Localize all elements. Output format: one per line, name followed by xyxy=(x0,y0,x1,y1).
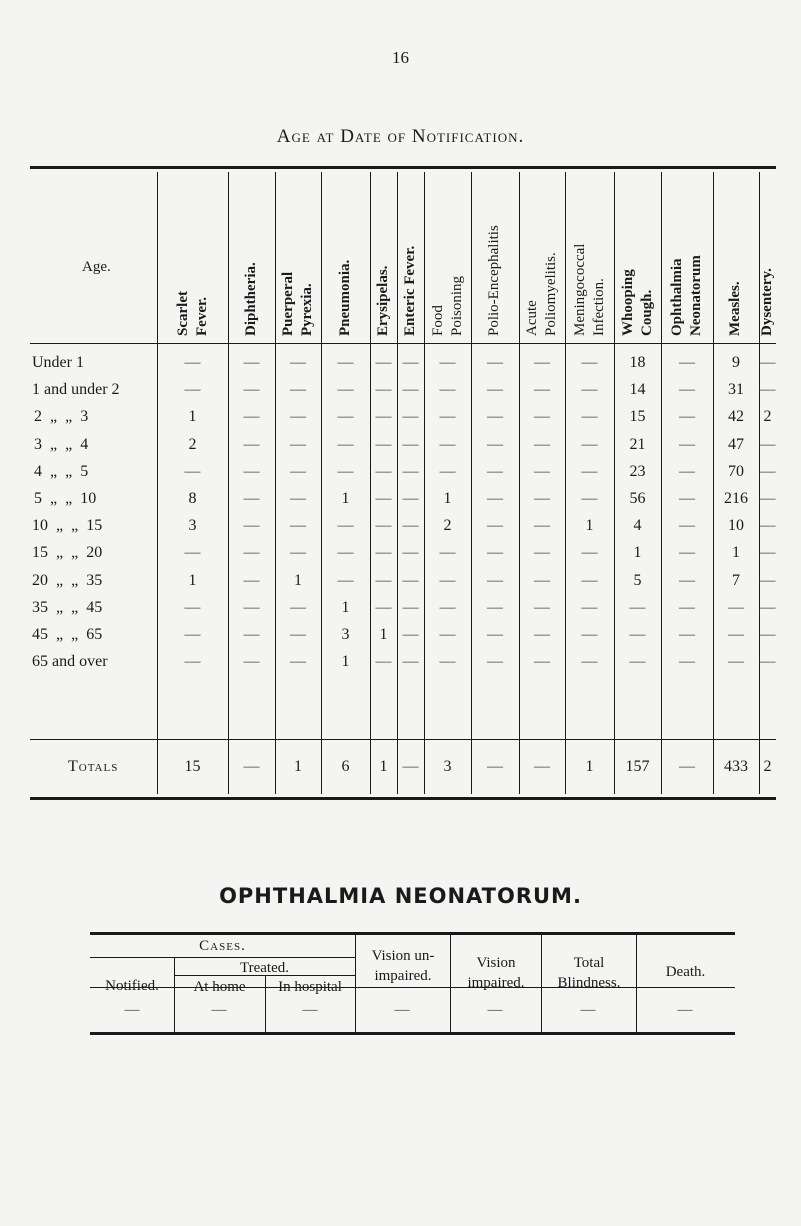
table-cell: — xyxy=(679,653,695,671)
column-line xyxy=(424,172,425,794)
table-cell: 2 xyxy=(443,517,452,535)
age-label: 5 „ „ 10 xyxy=(34,490,97,507)
table-cell: 1 xyxy=(188,408,197,426)
column-header: Erysipelas. xyxy=(374,265,391,336)
section-title: Age at Date of Notification. xyxy=(276,126,525,147)
table-cell: — xyxy=(759,462,776,480)
table-cell: — xyxy=(290,435,306,453)
column-header: Whooping Cough. xyxy=(619,269,655,336)
table-cell: — xyxy=(402,571,419,589)
column-header: Puerperal Pyrexia. xyxy=(280,271,315,336)
table-cell: 1 xyxy=(341,490,350,507)
table-cell: — xyxy=(581,435,598,453)
table-cell: — xyxy=(534,462,550,480)
table-cell: — xyxy=(337,354,354,371)
table-cell: — xyxy=(402,435,419,453)
totals-cell: 1 xyxy=(379,758,388,775)
totals-cell: 1 xyxy=(294,758,302,775)
table-cell: — xyxy=(243,408,260,426)
table-cell: 10 xyxy=(728,517,744,535)
table-cell: — xyxy=(679,490,695,507)
table-cell: 1 xyxy=(633,544,642,562)
totals-top-rule xyxy=(30,739,776,740)
column-header: Pneumonia. xyxy=(336,259,353,336)
table-cell: — xyxy=(375,462,392,480)
oph-cell: — xyxy=(302,1002,318,1018)
table-cell: — xyxy=(375,653,392,671)
column-line xyxy=(661,172,662,794)
table-cell: — xyxy=(243,354,260,371)
table-cell: — xyxy=(290,354,306,371)
table-cell: — xyxy=(487,626,503,643)
table-cell: — xyxy=(581,626,598,643)
table-cell: — xyxy=(375,435,392,453)
table-cell: — xyxy=(290,517,306,535)
table-cell: — xyxy=(402,653,419,671)
table-cell: 70 xyxy=(728,462,744,480)
oph-death-header: Death. xyxy=(665,964,706,980)
column-line xyxy=(275,172,276,794)
table-cell: — xyxy=(375,408,392,426)
table-cell: — xyxy=(184,626,201,643)
table-cell: — xyxy=(679,517,695,535)
table-cell: — xyxy=(534,354,550,371)
oph-cell: — xyxy=(487,1002,503,1018)
age-label: 15 „ „ 20 xyxy=(32,544,103,562)
table-cell: — xyxy=(629,626,646,643)
table-cell: — xyxy=(184,381,201,399)
table-cell: — xyxy=(534,626,550,643)
table-cell: — xyxy=(487,653,503,671)
column-header: Ophthalmia Neonatorum xyxy=(669,255,704,336)
table-cell: — xyxy=(629,598,646,616)
table-cell: — xyxy=(534,517,550,535)
table-cell: — xyxy=(243,462,260,480)
oph-cases-header: Cases. xyxy=(199,938,246,954)
oph-vline-5 xyxy=(541,935,542,1035)
table-cell: — xyxy=(487,490,503,507)
table-cell: — xyxy=(439,462,456,480)
oph-cell: — xyxy=(124,1002,140,1018)
table-cell: — xyxy=(679,381,695,399)
table-cell: 3 xyxy=(341,626,350,643)
table-cell: — xyxy=(759,490,776,507)
table-cell: 7 xyxy=(732,571,740,589)
table-top-rule xyxy=(30,166,776,169)
table-cell: — xyxy=(581,381,598,399)
column-line xyxy=(565,172,566,794)
oph-in-hospital-header: In hospital xyxy=(278,979,342,995)
table-cell: — xyxy=(337,381,354,399)
column-line xyxy=(397,172,398,794)
table-cell: — xyxy=(759,653,776,671)
table-cell: — xyxy=(439,598,456,616)
table-cell: — xyxy=(487,435,503,453)
table-cell: 15 xyxy=(629,408,646,426)
table-cell: — xyxy=(487,408,503,426)
table-cell: — xyxy=(184,653,201,671)
totals-cell: 3 xyxy=(443,758,452,775)
table-cell: — xyxy=(759,435,776,453)
table-cell: — xyxy=(759,517,776,535)
table-cell: 4 xyxy=(633,517,642,535)
table-cell: — xyxy=(487,517,503,535)
table-cell: 1 xyxy=(294,571,302,589)
oph-cell: — xyxy=(394,1002,410,1018)
table-cell: 8 xyxy=(188,490,197,507)
oph-cell: — xyxy=(580,1002,596,1018)
totals-label: Totals xyxy=(68,758,119,775)
table-cell: — xyxy=(375,381,392,399)
table-cell: 23 xyxy=(629,462,646,480)
table-cell: — xyxy=(439,571,456,589)
table-cell: — xyxy=(402,354,419,371)
column-line xyxy=(519,172,520,794)
table-cell: — xyxy=(581,462,598,480)
table-cell: — xyxy=(759,381,776,399)
table-cell: — xyxy=(679,435,695,453)
column-line xyxy=(321,172,322,794)
table-cell: — xyxy=(534,490,550,507)
table-cell: — xyxy=(402,490,419,507)
totals-cell: — xyxy=(243,758,260,775)
oph-treated-header: Treated. xyxy=(239,960,290,976)
oph-vision-impaired-header: Vision impaired. xyxy=(467,955,525,991)
table-cell: — xyxy=(290,462,306,480)
table-cell: — xyxy=(243,490,260,507)
totals-cell: 6 xyxy=(341,758,350,775)
table-cell: — xyxy=(487,598,503,616)
ophthalmia-title: OPHTHALMIA NEONATORUM. xyxy=(219,884,582,908)
totals-cell: — xyxy=(534,758,550,775)
oph-vline-6 xyxy=(636,935,637,1035)
totals-cell: 433 xyxy=(724,758,748,775)
totals-cell: — xyxy=(402,758,419,775)
table-cell: — xyxy=(184,598,201,616)
column-header: Scarlet Fever. xyxy=(174,291,210,336)
oph-notified-header: Notified. xyxy=(105,978,159,994)
table-cell: — xyxy=(439,408,456,426)
oph-top-rule xyxy=(90,932,735,935)
table-cell: — xyxy=(243,626,260,643)
table-cell: — xyxy=(290,653,306,671)
oph-vline-3 xyxy=(355,935,356,1035)
table-cell: — xyxy=(679,598,695,616)
table-cell: 1 xyxy=(443,490,452,507)
totals-cell: 15 xyxy=(184,758,201,775)
age-header: Age. xyxy=(82,259,111,275)
table-cell: 31 xyxy=(728,381,744,399)
table-cell: — xyxy=(679,462,695,480)
table-cell: — xyxy=(534,408,550,426)
table-cell: — xyxy=(728,598,744,616)
table-cell: 1 xyxy=(341,653,350,671)
table-cell: — xyxy=(337,435,354,453)
column-line xyxy=(157,172,158,794)
table-cell: 3 xyxy=(188,517,197,535)
table-cell: — xyxy=(337,544,354,562)
table-cell: — xyxy=(375,517,392,535)
column-line xyxy=(614,172,615,794)
table-cell: — xyxy=(728,653,744,671)
table-cell: — xyxy=(337,571,354,589)
table-cell: 2 xyxy=(188,435,197,453)
age-label: 20 „ „ 35 xyxy=(32,571,103,589)
totals-cell: 157 xyxy=(625,758,650,775)
table-cell: — xyxy=(728,626,744,643)
table-cell: — xyxy=(243,571,260,589)
table-cell: — xyxy=(759,544,776,562)
column-line xyxy=(759,172,760,794)
column-header: Measles. xyxy=(727,281,743,336)
table-cell: — xyxy=(581,354,598,371)
oph-bottom-rule-2 xyxy=(90,1032,735,1035)
age-label: 45 „ „ 65 xyxy=(32,626,103,643)
table-cell: — xyxy=(759,626,776,643)
table-cell: — xyxy=(290,626,306,643)
table-cell: — xyxy=(534,435,550,453)
column-header: Dysentery. xyxy=(758,268,775,336)
table-cell: — xyxy=(375,598,392,616)
table-cell: — xyxy=(534,381,550,399)
page-number: 16 xyxy=(392,48,409,67)
table-cell: — xyxy=(243,598,260,616)
table-cell: 1 xyxy=(585,517,594,535)
table-cell: — xyxy=(679,544,695,562)
table-bottom-rule xyxy=(30,797,776,800)
table-cell: — xyxy=(759,598,776,616)
age-label: 35 „ „ 45 xyxy=(32,598,103,616)
table-cell: — xyxy=(679,571,695,589)
table-cell: — xyxy=(290,490,306,507)
table-cell: 56 xyxy=(629,490,646,507)
table-cell: 47 xyxy=(728,435,744,453)
table-cell: 21 xyxy=(629,435,646,453)
table-cell: — xyxy=(402,544,419,562)
table-cell: — xyxy=(439,354,456,371)
table-cell: — xyxy=(402,598,419,616)
column-header: Food Poisoning xyxy=(429,275,465,336)
table-cell: — xyxy=(439,626,456,643)
table-cell: — xyxy=(759,571,776,589)
totals-cell: 1 xyxy=(585,758,594,775)
table-cell: — xyxy=(337,517,354,535)
table-cell: — xyxy=(581,490,598,507)
table-cell: — xyxy=(534,571,550,589)
oph-vision-unimpaired-header: Vision un-impaired. xyxy=(371,948,435,984)
table-cell: 216 xyxy=(724,490,748,507)
table-cell: — xyxy=(243,381,260,399)
column-line xyxy=(228,172,229,794)
table-cell: — xyxy=(439,653,456,671)
table-cell: 5 xyxy=(633,571,642,589)
totals-cell: — xyxy=(487,758,503,775)
table-cell: — xyxy=(243,517,260,535)
table-cell: — xyxy=(184,462,201,480)
table-cell: — xyxy=(487,544,503,562)
table-cell: — xyxy=(375,354,392,371)
oph-total-blindness-header: Total Blindness. xyxy=(557,955,621,991)
table-cell: — xyxy=(337,462,354,480)
oph-cell: — xyxy=(677,1002,693,1018)
column-header: Enteric Fever. xyxy=(401,245,418,336)
table-cell: — xyxy=(243,653,260,671)
column-header: Meningococcal Infection. xyxy=(571,243,607,336)
table-cell: — xyxy=(243,435,260,453)
table-cell: — xyxy=(243,544,260,562)
column-line xyxy=(370,172,371,794)
table-cell: — xyxy=(581,598,598,616)
table-cell: — xyxy=(402,462,419,480)
table-cell: — xyxy=(534,544,550,562)
table-cell: — xyxy=(402,408,419,426)
table-cell: — xyxy=(290,381,306,399)
table-cell: — xyxy=(581,653,598,671)
age-label: 65 and over xyxy=(32,653,108,671)
table-cell: 1 xyxy=(732,544,740,562)
table-cell: — xyxy=(402,517,419,535)
table-cell: 42 xyxy=(728,408,744,426)
oph-cell: — xyxy=(211,1002,227,1018)
table-cell: 9 xyxy=(732,354,740,371)
table-cell: — xyxy=(375,544,392,562)
totals-cell: — xyxy=(679,758,695,775)
table-cell: — xyxy=(375,490,392,507)
table-cell: — xyxy=(487,381,503,399)
column-header: Diphtheria. xyxy=(242,262,259,336)
age-label: 2 „ „ 3 xyxy=(34,408,89,426)
table-cell: 1 xyxy=(188,571,197,589)
table-cell: — xyxy=(534,653,550,671)
age-label: 10 „ „ 15 xyxy=(32,517,103,535)
table-cell: — xyxy=(487,571,503,589)
table-cell: — xyxy=(337,408,354,426)
table-cell: 14 xyxy=(629,381,646,399)
age-label: 1 and under 2 xyxy=(32,381,120,399)
table-cell: — xyxy=(629,653,646,671)
age-label: 3 „ „ 4 xyxy=(34,435,89,453)
column-header: Acute Poliomyelitis. xyxy=(524,252,559,336)
header-bottom-rule xyxy=(30,343,776,344)
table-cell: — xyxy=(290,598,306,616)
table-cell: 18 xyxy=(629,354,646,371)
oph-at-home-header: At home xyxy=(193,979,246,995)
table-cell: — xyxy=(402,626,419,643)
totals-cell: 2 xyxy=(763,758,772,775)
table-cell: — xyxy=(581,544,598,562)
table-cell: — xyxy=(184,544,201,562)
table-cell: — xyxy=(290,408,306,426)
table-cell: — xyxy=(184,354,201,371)
column-line xyxy=(471,172,472,794)
table-cell: — xyxy=(487,354,503,371)
table-cell: — xyxy=(439,381,456,399)
column-line xyxy=(713,172,714,794)
table-cell: — xyxy=(581,571,598,589)
table-cell: — xyxy=(581,408,598,426)
table-cell: — xyxy=(759,354,776,371)
table-cell: — xyxy=(375,571,392,589)
table-cell: — xyxy=(439,544,456,562)
table-cell: 1 xyxy=(379,626,388,643)
oph-vline-4 xyxy=(450,935,451,1035)
table-cell: 1 xyxy=(341,598,350,616)
table-cell: — xyxy=(402,381,419,399)
table-cell: — xyxy=(534,598,550,616)
table-cell: — xyxy=(290,544,306,562)
table-cell: — xyxy=(439,435,456,453)
age-label: Under 1 xyxy=(32,354,84,371)
table-cell: 2 xyxy=(763,408,772,426)
age-label: 4 „ „ 5 xyxy=(34,462,89,480)
table-cell: — xyxy=(679,354,695,371)
table-cell: — xyxy=(679,626,695,643)
table-cell: — xyxy=(679,408,695,426)
column-header: Polio-Encephalitis xyxy=(486,225,502,336)
table-cell: — xyxy=(487,462,503,480)
